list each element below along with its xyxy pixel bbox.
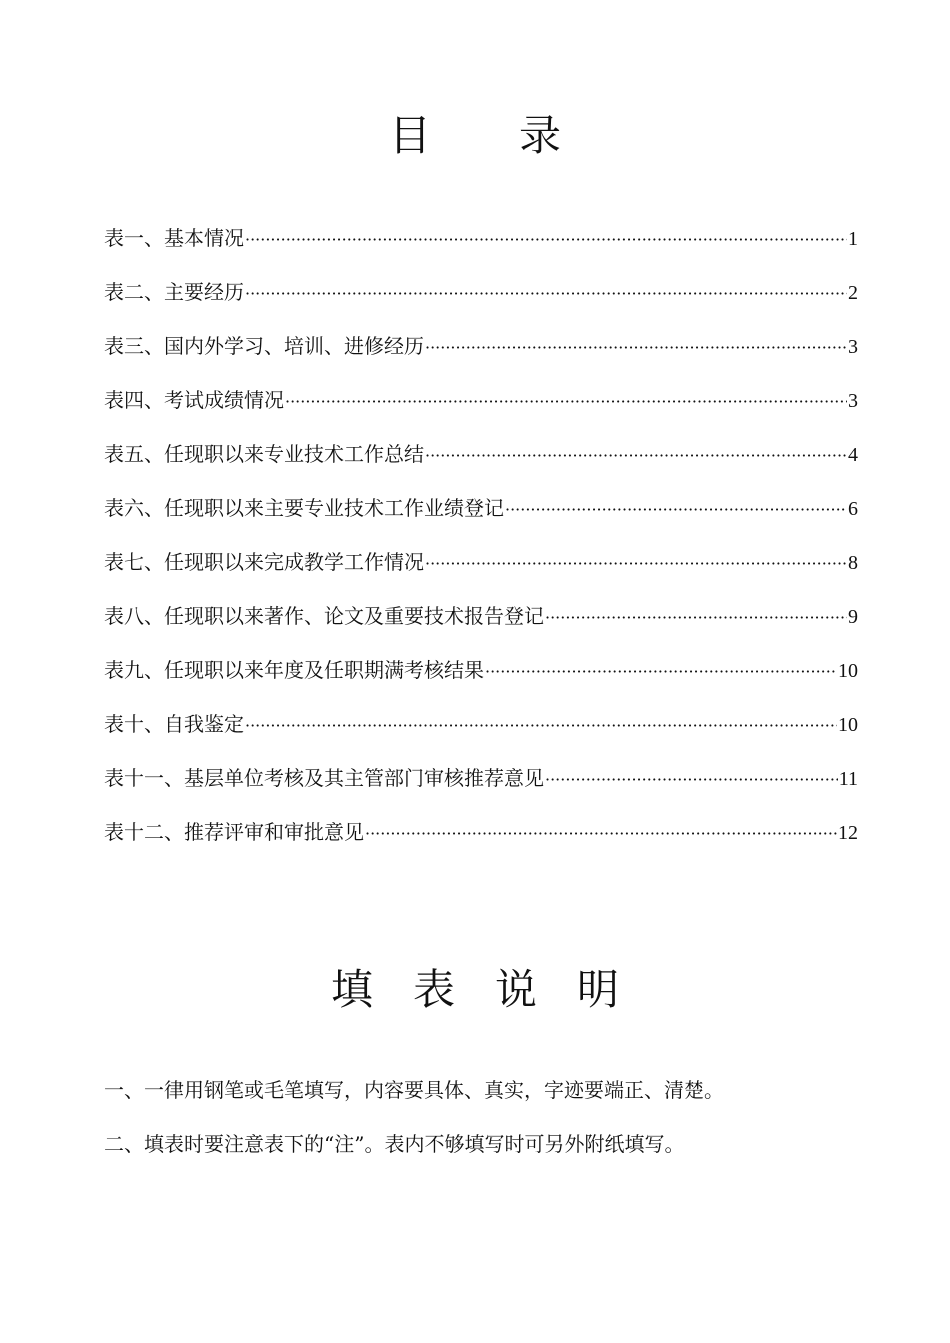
toc-entry[interactable] — [104, 330, 858, 384]
toc-title-char: 录 — [519, 111, 562, 160]
toc-entry-page: 8 — [848, 552, 858, 574]
toc-entry-label: 表四、考试成绩情况 — [104, 388, 284, 412]
dot-leader — [425, 548, 847, 580]
toc-entry-page: 3 — [848, 390, 858, 412]
toc-entry[interactable] — [104, 492, 858, 546]
dot-leader — [485, 656, 837, 688]
toc-entry-label: 表二、主要经历 — [104, 280, 244, 304]
instructions-title-char: 表 — [412, 965, 455, 1014]
toc-entry[interactable] — [104, 222, 858, 276]
toc-entry-label: 表十、自我鉴定 — [104, 712, 244, 736]
dot-leader — [545, 764, 838, 796]
toc-entry[interactable] — [104, 816, 858, 870]
instructions-title-char: 填 — [330, 965, 373, 1014]
toc-entry-page: 10 — [838, 714, 858, 736]
toc-entry[interactable] — [104, 600, 858, 654]
instruction-item: 一、一律用钢笔或毛笔填写，内容要具体、真实，字迹要端正、清楚。 — [104, 1078, 724, 1102]
dot-leader — [285, 386, 847, 418]
instructions-title-char: 说 — [495, 965, 538, 1014]
toc-entry-page: 6 — [848, 498, 858, 520]
toc-entry[interactable] — [104, 276, 858, 330]
toc-entry-page: 1 — [848, 228, 858, 250]
toc-entry-label: 表六、任现职以来主要专业技术工作业绩登记 — [104, 496, 504, 520]
toc-entry[interactable] — [104, 654, 858, 708]
toc-entry-label: 表十二、推荐评审和审批意见 — [104, 820, 364, 844]
toc-title-char: 目 — [388, 111, 431, 160]
toc-entry-page: 11 — [838, 768, 858, 790]
toc-entry[interactable] — [104, 762, 858, 816]
dot-leader — [365, 818, 837, 850]
toc-entry-label: 表八、任现职以来著作、论文及重要技术报告登记 — [104, 604, 544, 628]
toc-entry-page: 4 — [848, 444, 858, 466]
toc-entry-page: 3 — [848, 336, 858, 358]
dot-leader — [545, 602, 847, 634]
dot-leader — [425, 440, 847, 472]
instructions-title — [0, 962, 950, 1018]
dot-leader — [505, 494, 847, 526]
toc-entry-label: 表三、国内外学习、培训、进修经历 — [104, 334, 424, 358]
toc-entry-label: 表五、任现职以来专业技术工作总结 — [104, 442, 424, 466]
toc-entry-page: 2 — [848, 282, 858, 304]
instructions-list — [104, 1074, 884, 1182]
toc-list — [104, 222, 858, 870]
toc-entry-label: 表七、任现职以来完成教学工作情况 — [104, 550, 424, 574]
instructions-title-char: 明 — [577, 965, 620, 1014]
dot-leader — [245, 278, 847, 310]
toc-title — [0, 108, 950, 164]
dot-leader — [245, 710, 837, 742]
toc-entry[interactable] — [104, 708, 858, 762]
toc-entry-page: 12 — [838, 822, 858, 844]
dot-leader — [425, 332, 847, 364]
toc-entry-page: 10 — [838, 660, 858, 682]
toc-entry[interactable] — [104, 384, 858, 438]
dot-leader — [245, 224, 847, 256]
toc-entry-label: 表十一、基层单位考核及其主管部门审核推荐意见 — [104, 766, 544, 790]
toc-entry[interactable] — [104, 438, 858, 492]
toc-entry-label: 表九、任现职以来年度及任职期满考核结果 — [104, 658, 484, 682]
toc-entry-label: 表一、基本情况 — [104, 226, 244, 250]
toc-entry-page: 9 — [848, 606, 858, 628]
instruction-item: 二、填表时要注意表下的“注”。表内不够填写时可另外附纸填写。 — [104, 1132, 685, 1156]
toc-entry[interactable] — [104, 546, 858, 600]
